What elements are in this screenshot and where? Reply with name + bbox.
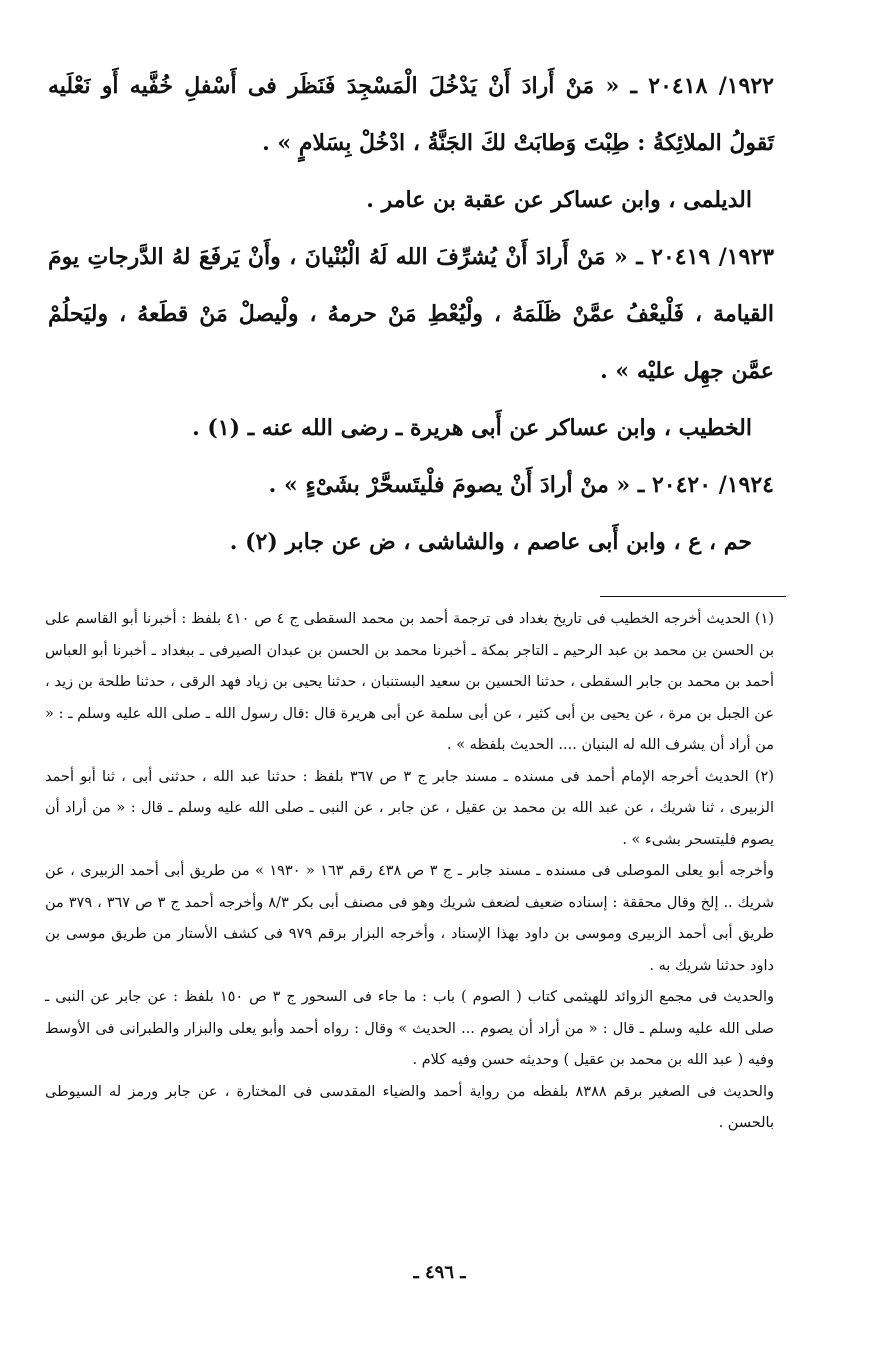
hadith-source-1923: الخطيب ، وابن عساكر عن أَبى هريرة ـ رضى الله عنه ـ (١) .: [192, 415, 752, 441]
footnote-2-continuation-saghir: والحديث فى الصغير برقم ٨٣٨٨ بلفظه من رواية أحمد والضياء المقدسى فى المختارة ، عن جابر ورمز له السيوطى بالحسن .: [45, 1083, 774, 1131]
hadith-source-1924: حم ، ع ، وابن أَبى عاصم ، والشاشى ، ض عن جابر (٢) .: [229, 529, 752, 555]
footnote-separator: [600, 596, 786, 597]
hadith-source-1922: الديلمى ، وابن عساكر عن عقبة بن عامر .: [366, 187, 752, 213]
page-number: ـ ٤٩٦ ـ: [413, 1262, 466, 1283]
footnote-1: (١) الحديث أخرجه الخطيب فى تاريخ بغداد فى ترجمة أحمد بن محمد السقطى ج ٤ ص ٤١٠ بلفظ : أخبرنا أبو القاسم على بن الحسن بن محمد بن عبد الرحيم ـ التاجر بمكة ـ أخبرنا محمد بن الحسن بن عبدان الصيرفى ـ ببغداد ـ أخبرنا أبو العباس أحمد بن محمد بن جابر السقطى ، حدثنا الحسين بن سعيد البستنبان ، حدثنا يحيى بن زياد فهد الرقى ، حدثنا طلحة بن زيد ، عن الجبل بن مرة ، عن يحيى بن أبى كثير ، عن أبى سلمة عن أبى هريرة قال :قال رسول الله ـ صلى الله عليه وسلم ـ : « من أراد أن يشرف الله له البنيان .... الحديث بلفظه » .: [45, 611, 775, 753]
main-text: [48, 58, 774, 571]
footnote-2-continuation-abu-yala: وأخرجه أبو يعلى الموصلى فى مسنده ـ مسند جابر ـ ج ٣ ص ٤٣٨ رقم ١٦٣ « ١٩٣٠ » من طريق أبى أحمد الزبيرى ، عن شريك .. إلخ وقال محققة : إسناده ضعيف لضعف شريك وهو فى مصنف أبى بكر ٨/٣ وأخرجه أحمد ج ٣ ص ٣٦٧ ، ٣٧٩ من طريق أبى أحمد الزبيرى وموسى بن داود بهذا الإسناد ، وأخرجه البزار برقم ٩٧٩ فى كشف الأستار من طريق موسى بن داود حدثنا شريك به .: [45, 863, 775, 974]
hadith-text-1923: ١٩٢٣/ ٢٠٤١٩ ـ « مَنْ أَرادَ أَنْ يُشرِّفَ الله لَهُ الْبُنْيانَ ، وأَنْ يَرفَعَ لهُ الدَّرجاتِ يومَ القيامة ، فَلْيعْفُ عمَّنْ ظَلَمَهُ ، ولْيُعْطِ مَنْ حرمهُ ، ولْيصلْ مَنْ قطَعهُ ، وليَحلُمْ عمَّن جهِل عليْه » .: [48, 244, 774, 384]
footnote-2: (٢) الحديث أخرجه الإمام أحمد فى مسنده ـ مسند جابر ج ٣ ص ٣٦٧ بلفظ : حدثنا عبد الله ، حدثنى أبى ، ثنا أبو أحمد الزبيرى ، ثنا شريك ، عن عبد الله بن محمد بن عقيل ، عن جابر ، عن النبى ـ صلى الله عليه وسلم ـ قال : « من أراد أن يصوم فليتسحر بشىء » .: [45, 768, 774, 848]
footnotes: [45, 604, 774, 1140]
footnote-2-continuation-majma: والحديث فى مجمع الزوائد للهيثمى كتاب ( الصوم ) باب : ما جاء فى السحور ج ٣ ص ١٥٠ بلفظ : عن جابر عن النبى ـ صلى الله عليه وسلم ـ قال : « من أراد أن يصوم ... الحديث » وقال : رواه أحمد وأبو يعلى والبزار والطبرانى فى الأوسط وفيه ( عبد الله بن محمد بن عقيل ) وحديثه حسن وفيه كلام .: [45, 989, 774, 1068]
hadith-text-1922: ١٩٢٢/ ٢٠٤١٨ ـ « مَنْ أَرادَ أَنْ يَدْخُلَ الْمَسْجِدَ فَنَظَر فى أَسْفلِ خُفَّيه أَو نَعْلَيه تَقولُ الملائِكةُ : طِبْتَ وَطابَتْ لكَ الجَنَّةُ ، ادْخُلْ بِسَلامٍ » .: [48, 73, 774, 156]
hadith-text-1924: ١٩٢٤/ ٢٠٤٢٠ ـ « منْ أرادَ أَنْ يصومَ فلْيتَسحَّرْ بشَىْءٍ » .: [268, 472, 774, 498]
